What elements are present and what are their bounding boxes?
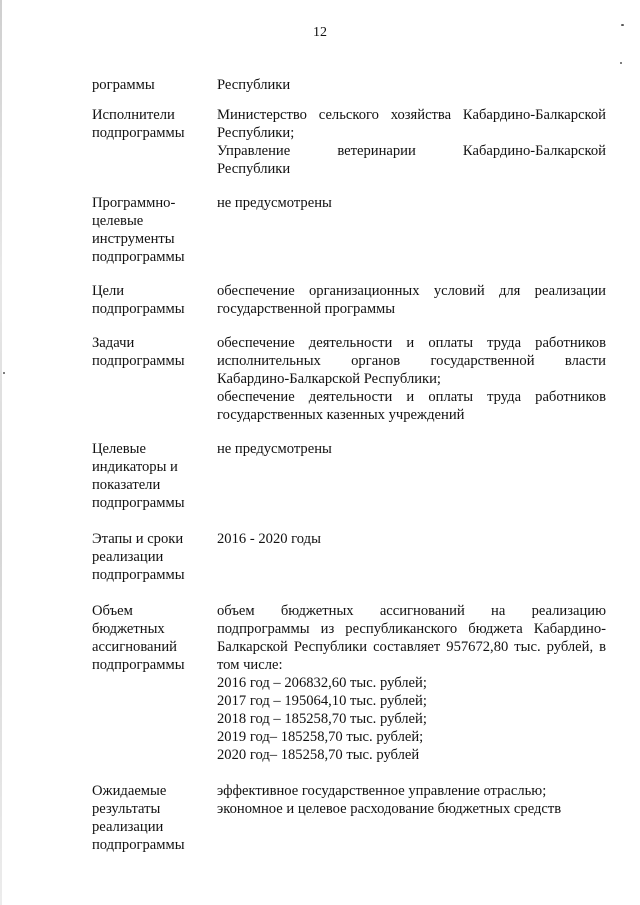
row-value	[217, 76, 606, 94]
row-label	[92, 76, 217, 94]
row-value-line: 2019 год– 185258,70 тыс. рублей;	[217, 729, 424, 745]
row-label-line: Ожидаемые	[92, 783, 167, 799]
row-label-line: показатели	[92, 477, 161, 493]
row-value-line: Управление ветеринарии Кабардино-Балкарской	[217, 143, 606, 159]
row-label-line: подпрограммы	[92, 657, 185, 673]
row-label-line: подпрограммы	[92, 495, 185, 511]
row-value-line: 2020 год– 185258,70 тыс. рублей	[217, 747, 420, 763]
row-label	[92, 282, 217, 318]
passport-row	[92, 782, 606, 854]
passport-row	[92, 530, 606, 584]
row-value-line: Республики;	[217, 125, 295, 141]
row-label-line: подпрограммы	[92, 353, 185, 369]
row-label	[92, 782, 217, 854]
row-value-line: 2018 год – 185258,70 тыс. рублей;	[217, 711, 427, 727]
passport-row	[92, 76, 606, 94]
row-label-line: подпрограммы	[92, 837, 185, 853]
scan-speck	[3, 372, 5, 374]
row-value	[217, 334, 606, 424]
row-label	[92, 530, 217, 584]
passport-row	[92, 194, 606, 266]
row-value	[217, 440, 606, 458]
row-value-line: 2016 - 2020 годы	[217, 531, 321, 547]
row-value-line: не предусмотрены	[217, 441, 332, 457]
row-value-line: Кабардино-Балкарской Республики;	[217, 371, 441, 387]
row-label-line: бюджетных	[92, 621, 165, 637]
row-label-line: индикаторы и	[92, 459, 178, 475]
subprogram-passport-table	[92, 76, 606, 854]
row-label-line: реализации	[92, 549, 164, 565]
row-value-line: эффективное государственное управление отраслью;	[217, 783, 547, 799]
passport-row	[92, 602, 606, 764]
scan-edge	[0, 0, 2, 905]
row-label-line: Исполнители	[92, 107, 175, 123]
row-label-line: подпрограммы	[92, 567, 185, 583]
row-label-line: ассигнований	[92, 639, 177, 655]
row-label-line: инструменты	[92, 231, 175, 247]
row-label-line: Этапы и сроки	[92, 531, 184, 547]
row-label-line: Цели	[92, 283, 125, 299]
row-label-line: Программно-	[92, 195, 176, 211]
row-label	[92, 194, 217, 266]
row-value-line: том числе:	[217, 657, 283, 673]
row-value-line: обеспечение деятельности и оплаты труда работников	[217, 389, 606, 405]
passport-row	[92, 440, 606, 512]
scan-speck	[620, 62, 622, 64]
row-value-line: 2017 год – 195064,10 тыс. рублей;	[217, 693, 427, 709]
row-label-line: подпрограммы	[92, 301, 185, 317]
row-value-line: обеспечение организационных условий для реализации	[217, 283, 606, 299]
row-label-line: рограммы	[92, 77, 155, 93]
row-value-line: Министерство сельского хозяйства Кабардино-Балкарской	[217, 107, 606, 123]
passport-row	[92, 334, 606, 424]
row-label	[92, 440, 217, 512]
row-label	[92, 602, 217, 674]
row-label	[92, 106, 217, 142]
row-value-line: Балкарской Республики составляет 957672,80 тыс. рублей, в	[217, 639, 606, 655]
row-label-line: подпрограммы	[92, 249, 185, 265]
row-label-line: подпрограммы	[92, 125, 185, 141]
row-label-line: результаты	[92, 801, 161, 817]
row-value-line: 2016 год – 206832,60 тыс. рублей;	[217, 675, 427, 691]
row-value-line: государственной программы	[217, 301, 396, 317]
row-value-line: государственных казенных учреждений	[217, 407, 465, 423]
row-value-line: Республики	[217, 77, 291, 93]
row-label-line: Задачи	[92, 335, 135, 351]
row-value	[217, 602, 606, 764]
row-value-line: подпрограммы из республиканского бюджета Кабардино-	[217, 621, 606, 637]
row-label	[92, 334, 217, 370]
row-label-line: целевые	[92, 213, 144, 229]
row-label-line: Объем	[92, 603, 133, 619]
row-value	[217, 530, 606, 548]
page-number: 12	[313, 25, 327, 40]
row-value-line: обеспечение деятельности и оплаты труда работников	[217, 335, 606, 351]
row-value-line: экономное и целевое расходование бюджетных средств	[217, 801, 562, 817]
row-value-line: объем бюджетных ассигнований на реализацию	[217, 603, 606, 619]
row-label-line: Целевые	[92, 441, 146, 457]
row-value	[217, 194, 606, 212]
row-value	[217, 782, 606, 818]
row-value-line: Республики	[217, 161, 291, 177]
row-value	[217, 282, 606, 318]
row-value	[217, 106, 606, 178]
row-value-line: не предусмотрены	[217, 195, 332, 211]
passport-row	[92, 106, 606, 178]
row-value-line: исполнительных органов государственной власти	[217, 353, 606, 369]
row-label-line: реализации	[92, 819, 164, 835]
passport-row	[92, 282, 606, 318]
